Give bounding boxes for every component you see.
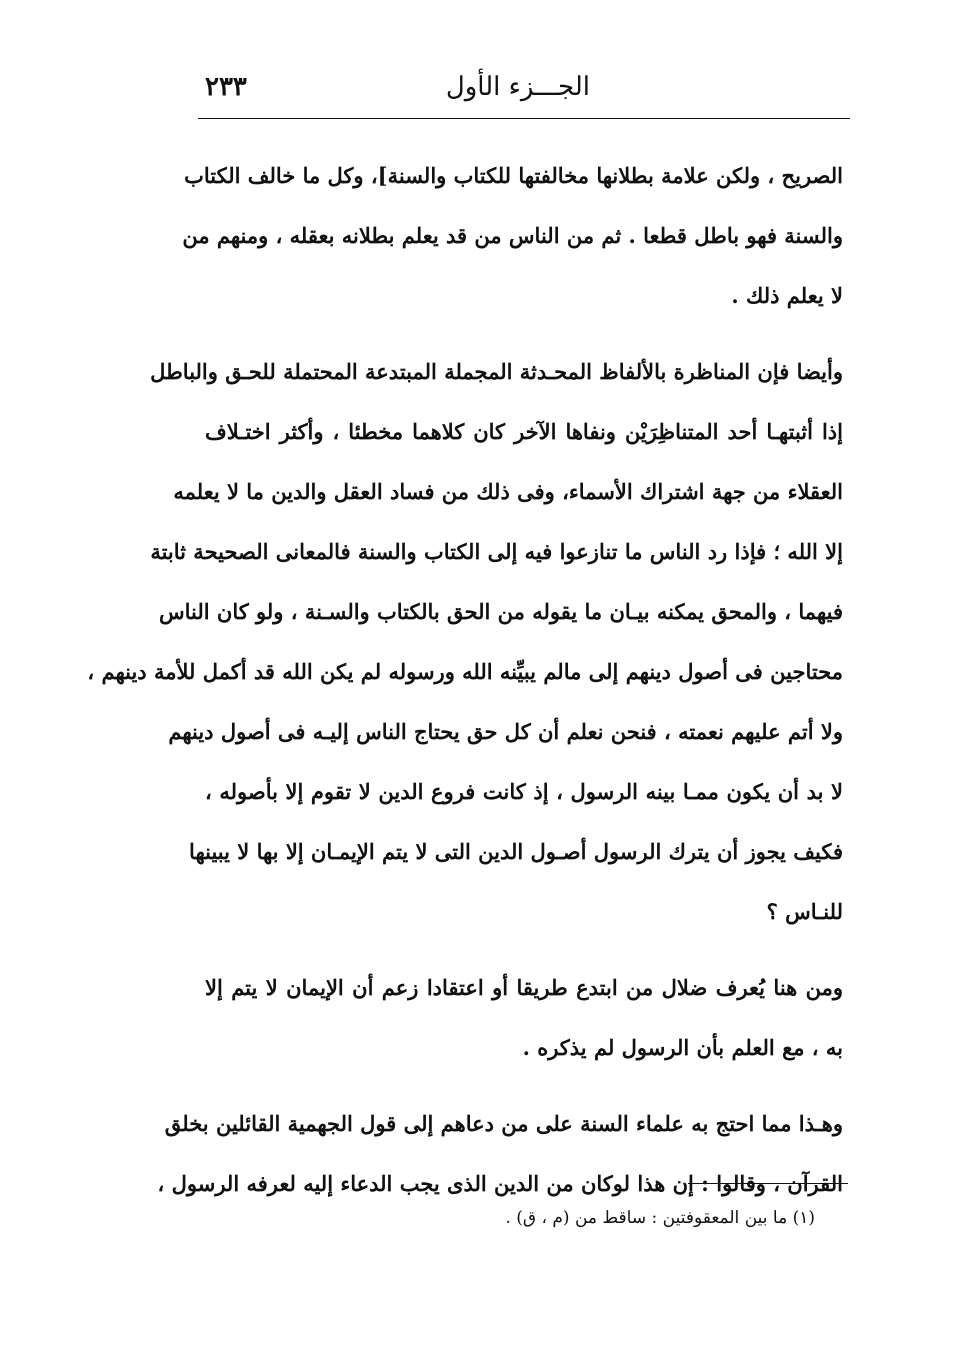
paragraph-3 <box>205 962 843 1082</box>
running-title: الجـــزء الأول <box>445 72 590 102</box>
text-line: العقلاء من جهة اشتراك الأسماء، وفى ذلك من فساد العقل والدين ما لا يعلمه <box>173 479 843 504</box>
text-line: إذا أثبتهـا أحد المتناظِرَيْن ونفاها الآخر كان كلاهما مخطئا ، وأكثر اختـلاف <box>205 419 843 444</box>
text-line: لا يعلم ذلك . <box>731 283 843 308</box>
paragraph-1 <box>182 150 843 330</box>
text-line: به ، مع العلم بأن الرسول لم يذكره . <box>522 1035 843 1060</box>
text-line: لا بد أن يكون ممـا بينه الرسول ، إذ كانت فروع الدين لا تقوم إلا بأصوله ، <box>205 779 843 804</box>
paragraph-2 <box>87 346 843 946</box>
footnote: (١) ما بين المعقوفتين : ساقط من (م ، ق) . <box>505 1208 815 1228</box>
text-line: وأيضا فإن المناظرة بالألفاظ المحـدثة المجملة المبتدعة المحتملة للحـق والباطل <box>150 359 843 384</box>
paragraph-4 <box>157 1098 843 1218</box>
text-line: والسنة فهو باطل قطعا . ثم من الناس من قد يعلم بطلانه بعقله ، ومنهم من <box>182 223 843 248</box>
text-line: فكيف يجوز أن يترك الرسول أصـول الدين التى لا يتم الإيمـان إلا بها لا يبينها <box>189 839 843 864</box>
footnote-rule <box>688 1183 848 1184</box>
page-header <box>205 62 840 112</box>
text-line: وهـذا مما احتج به علماء السنة على من دعاهم إلى قول الجهمية القائلين بخلق <box>164 1111 843 1136</box>
text-line: محتاجين فى أصول دينهم إلى مالم يبيِّنه الله ورسوله لم يكن الله قد أكمل للأمة دينهم ، <box>87 659 843 684</box>
text-line: الصريح ، ولكن علامة بطلانها مخالفتها للكتاب والسنة]، وكل ما خالف الكتاب <box>184 163 843 188</box>
text-line: القرآن ، وقالوا : إن هذا لوكان من الدين الذى يجب الدعاء إليه لعرفه الرسول ، <box>157 1171 843 1196</box>
text-line: فيهما ، والمحق يمكنه بيـان ما يقوله من الحق بالكتاب والسـنة ، ولو كان الناس <box>159 599 843 624</box>
text-line: للنـاس ؟ <box>766 899 843 924</box>
page-number: ٢٣٣ <box>205 72 247 102</box>
text-line: ولا أتم عليهم نعمته ، فنحن نعلم أن كل حق يحتاج الناس إليـه فى أصول دينهم <box>168 719 843 744</box>
text-line: إلا الله ؛ فإذا رد الناس ما تنازعوا فيه إلى الكتاب والسنة فالمعانى الصحيحة ثابتة <box>150 539 843 564</box>
main-text <box>87 150 843 1218</box>
text-line: ومن هنا يُعرف ضلال من ابتدع طريقا أو اعتقادا زعم أن الإيمان لا يتم إلا <box>205 975 843 1000</box>
header-rule <box>198 118 850 119</box>
